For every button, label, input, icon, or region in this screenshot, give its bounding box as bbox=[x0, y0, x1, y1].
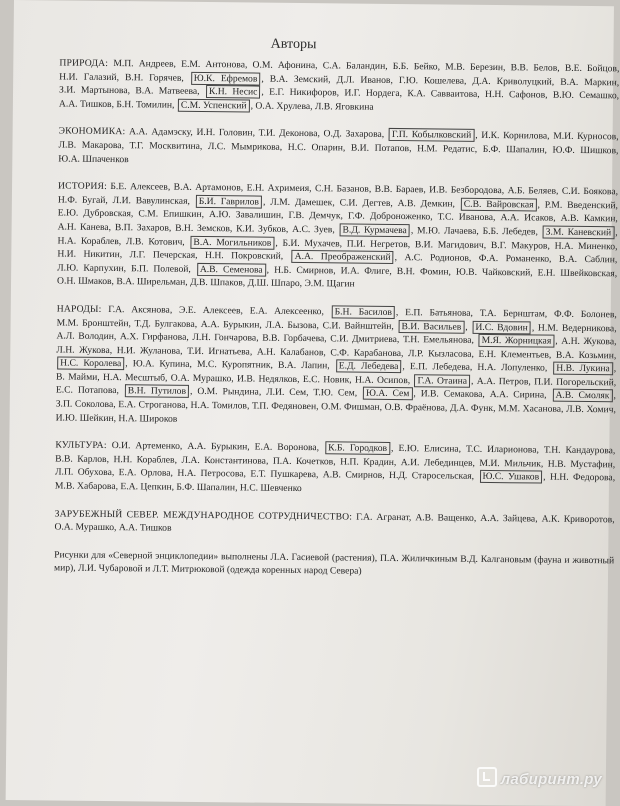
author-name: Б.Ф. Шапалин bbox=[482, 143, 545, 156]
author-name: С.И. Боякова bbox=[561, 185, 616, 198]
author-name: Э.Е. Алексеев bbox=[178, 304, 241, 317]
author-name: Ю.А. Шпаченков bbox=[58, 153, 129, 165]
author-name: Н.А. Миненко bbox=[554, 240, 616, 252]
author-name: Б.И. Мухачев bbox=[282, 237, 340, 249]
author-name: Н.А. Месштыб bbox=[102, 371, 166, 384]
section-heading: ИСТОРИЯ: bbox=[57, 180, 108, 193]
author-name: А.С. Родионов bbox=[404, 252, 470, 264]
section-heading: КУЛЬТУРА: bbox=[55, 439, 107, 452]
author-name: Е.Н. Ахримеия bbox=[246, 182, 310, 195]
author-name: Б.Б. Бейко bbox=[392, 60, 438, 73]
author-name: С.А. Баландин bbox=[322, 60, 386, 72]
author-name-boxed: В.Д. Курмачева bbox=[339, 223, 409, 237]
author-name: Н.А. Широков bbox=[118, 412, 178, 425]
author-name: В.А. Матвеева bbox=[135, 85, 198, 98]
author-name: Л.М. Дамешек bbox=[270, 196, 333, 209]
author-name: Л.П. Обухова bbox=[54, 466, 112, 479]
author-name: Л.И. Вавулинская bbox=[112, 194, 188, 207]
author-name: Е.Ю. Дубровская bbox=[57, 207, 131, 220]
author-name: М.И. Курносов bbox=[553, 131, 617, 143]
author-name: Д.А. Функ bbox=[449, 402, 494, 415]
author-name: Н.А. Томилов bbox=[190, 399, 248, 412]
author-name-boxed: С.М. Успенский bbox=[178, 99, 250, 113]
author-name: Е.П. Лебедева bbox=[409, 361, 470, 374]
author-name: Ю.А. Купина bbox=[132, 358, 190, 371]
author-name: Б.Е. Алексеев bbox=[110, 181, 168, 193]
author-name-boxed: В.И. Васильев bbox=[398, 320, 464, 334]
author-name: З.П. Соколова bbox=[55, 398, 114, 411]
author-name-boxed: Ю.К. Ефремов bbox=[191, 71, 261, 85]
author-name: В.Н. Фомин bbox=[396, 265, 449, 278]
author-name: Г.А. Аксянова bbox=[108, 303, 170, 316]
author-name: Л.В. Котович bbox=[125, 235, 183, 248]
author-name: Б.Б. Лебедев bbox=[482, 225, 536, 238]
author-name: Е.А. Цепкин bbox=[120, 481, 172, 493]
author-name: А.С. Зуев bbox=[292, 223, 333, 236]
section: НАРОДЫ: Г.А. Аксянова, Э.Е. Алексеев, Е.А. Алексеенко, Б.Н. Басилов , Е.П. Батьянова, Т.А. Бернштам, Ф.Ф. Болонев, М.М. Бронштейн, Т.Д. Булгакова, А.А. Бурыкин, Л.А. Бызова, С.И. Вайнштейн, В.И. Васильев , И.С. Вдовин , Н.М. Ведерникова, А.Л. Володин, А.Х. Гирфанова, Л.Н. Гончарова, В.В. Горбачева, С.И. Дмитриева, Т.Н. Емельянова, М.Я. Жорницкая , А.Н. Жукова, Л.Н. Жукова, Н.И. Жуланова, Т.И. Игнатьева, А.Н. Калабанов, С.Ф. Карабанова, Л.Р. Кызласова, Е.Н. Клементьев, В.А. Козьмин, Н.С. Королева , Ю.А. Купина, М.С. Куропятник, В.А. Лапин, Е.Д. Лебедева , Е.П. Лебедева, Н.А. Лопуленко, Н.В. Лукина , В. Майми, Н.А. Месштыб, О.А. Мурашко, И.В. Недялков, Е.С. Новик, Н.А. Осипов, Г.А. Отаина , А.А. Петров, П.И. Погорельский, Е.С. Потапова, В.Н. Путилов , О.М. Рындина, Л.И. Сем, Т.Ю. Сем, Ю.А. Сем , И.В. Семакова, А.А. Сирина, А.В. Смоляк , З.П. Соколова, Е.А. Строганова, Н.А. Томилов, Т.П. Федяновен, О.М. Фишман, О.В. Фраёнова, Д.А. Функ, М.М. Хасанова, Л.В. Хомич, И.Ю. Шейкин, Н.А. Широков bbox=[55, 303, 617, 425]
author-name: Т.С. Иванова bbox=[437, 211, 494, 224]
author-name: Т.П. Федяновен bbox=[251, 400, 317, 413]
author-name: А.А. Бурыкин bbox=[200, 318, 260, 331]
author-name: Е.С. Потапова bbox=[55, 384, 117, 397]
author-name: О.А. Хрулева bbox=[255, 100, 311, 112]
author-name: Н.Б. Смирнов bbox=[274, 264, 334, 277]
author-name: В.Ю. Семашко bbox=[552, 89, 617, 102]
author-name: Е.Ю. Елисина bbox=[398, 443, 459, 455]
author-name: В.Г. Макуров bbox=[490, 239, 548, 252]
author-name: С.М. Епишкин bbox=[138, 208, 202, 221]
author-name: А.В. Смирнов bbox=[322, 469, 383, 482]
author-name: Г.А. Агранат bbox=[356, 511, 410, 523]
author-name-boxed: Е.Д. Лебедева bbox=[336, 360, 402, 374]
author-name: Л.Н. Жукова bbox=[56, 344, 110, 356]
section: ЭКОНОМИКА: А.А. Адамэску, И.Н. Головин, Т.И. Деконова, О.Д. Захарова, Г.П. Кобылковский , И.К. Корнилова, М.И. Курносов, Л.В. Макарова, Т.Г. Москвитина, Л.С. Мымрикова, Н.С. Опарин, В.И. Потапов, Н.М. Редатис, Б.Ф. Шапалин, Ю.Ф. Шишков, Ю.А. Шпаченков bbox=[58, 125, 619, 165]
author-name: Л.В. Макарова bbox=[58, 139, 122, 152]
author-name: Т.Ю. Сем bbox=[313, 387, 355, 400]
author-name: П.И. Погорельский bbox=[534, 376, 614, 389]
author-name: В.Н. Земсков bbox=[175, 222, 231, 235]
author-name: Л.Г. Печерская bbox=[129, 249, 196, 262]
section: КУЛЬТУРА: О.И. Артеменко, А.А. Бурыкин, Е.А. Воронова, К.Б. Городков , Е.Ю. Елисина, Т.С. Иларионова, Т.Н. Кандаурова, В.В. Карлов, Н.Н. Кораблев, Л.А. Константинова, П.А. Кочетков, Н.П. Крадин, А.И. Лебединцев, М.И. Мильчик, Н.В. Мустафин, Л.П. Обухова, Е.А. Орлова, Н.А. Петросова, Е.Т. Пушкарева, А.В. Смирнов, Н.Д. Старосельская, Ю.С. Ушаков , Н.Н. Федорова, М.В. Хабарова, Е.А. Цепкин, Б.Ф. Шапалин, Н.С. Шевченко bbox=[54, 439, 616, 495]
author-name: З.И. Мартынова bbox=[59, 84, 128, 97]
author-name: Н.И. Галазий bbox=[59, 71, 117, 83]
author-name: М.М. Бронштейн bbox=[56, 316, 129, 329]
author-name: Т.Д. Булгакова bbox=[134, 317, 195, 330]
author-name: Е.А. Орлова bbox=[118, 467, 171, 480]
author-name: Н.П. Крадин bbox=[340, 456, 394, 468]
author-name: Н.М. Редатис bbox=[417, 143, 475, 155]
section: ПРИРОДА: М.П. Андреев, Е.М. Антонова, О.М. Афонина, С.А. Баландин, Б.Б. Бейко, М.В. Березин, В.В. Белов, В.Е. Бойцов, Н.И. Галазий, В.Н. Горячев, Ю.К. Ефремов , В.А. Земский, Д.Л. Иванов, Г.Ю. Кошелева, Д.А. Криволуцкий, В.А. Маркин, З.И. Мартынова, В.А. Матвеева, К.Н. Несис , Е.Г. Никифоров, И.Г. Нордега, К.А. Савваитова, Н.Н. Сафонов, В.Ю. Семашко, А.А. Тишков, Б.Н. Томилин, С.М. Успенский , О.А. Хрулева, Л.В. Яговкина bbox=[58, 57, 620, 113]
author-name: М.П. Андреев bbox=[113, 58, 174, 70]
author-name-boxed: Г.П. Кобылковский bbox=[389, 128, 474, 142]
author-name: В.П. Захаров bbox=[114, 222, 169, 234]
author-name: М.Ю. Лачаева bbox=[416, 225, 477, 237]
author-name: Е.А. Строганова bbox=[118, 399, 186, 411]
book-page bbox=[6, 0, 620, 806]
author-name: Т.И. Игнатьева bbox=[187, 345, 250, 358]
author-name: А.Х. Гирфанова bbox=[119, 331, 187, 343]
author-name: В.А. Лапин bbox=[277, 360, 328, 372]
author-name: О.Д. Захарова bbox=[323, 128, 382, 141]
author-name: Т.С. Иларионова bbox=[466, 444, 537, 456]
author-name: И.К. Корнилова bbox=[481, 130, 548, 142]
author-name: Н.А. Кораблев bbox=[57, 235, 119, 247]
author-name: О.М. Рындина bbox=[197, 386, 259, 399]
author-name: А.К. Криворотов bbox=[541, 513, 613, 525]
author-name: О.И. Артеменко bbox=[111, 440, 180, 453]
author-name: Е.А. Алексеенко bbox=[249, 305, 322, 318]
author-name: К.И. Зубков bbox=[236, 223, 286, 235]
author-name-boxed: Г.А. Отаина bbox=[414, 374, 470, 388]
section-heading: НАРОДЫ: bbox=[56, 303, 102, 315]
author-name: Л.С. Мымрикова bbox=[207, 141, 280, 153]
author-name: Л.Р. Кызласова bbox=[408, 347, 472, 360]
author-name: Н.А. Осипов bbox=[354, 374, 408, 387]
author-name: О.М. Фишман bbox=[321, 401, 380, 413]
author-name: Д.В. Шпаков bbox=[190, 277, 243, 289]
author-name: Н.В. Мустафин bbox=[547, 458, 613, 471]
author-name: А.А. Сирина bbox=[489, 389, 545, 402]
author-name: Е.Г. Никифоров bbox=[269, 86, 337, 99]
author-name: Н.И. Жуланова bbox=[116, 344, 181, 357]
author-name: Г.Ю. Кошелева bbox=[398, 74, 465, 87]
author-name: Д.Ш. Шпаро bbox=[247, 277, 300, 290]
author-name: А.В. Камкин bbox=[560, 213, 616, 225]
author-name: Н.Н. Кораблев bbox=[113, 453, 175, 466]
author-name-boxed: К.Б. Городков bbox=[325, 442, 390, 456]
author-name: Л.В. Хомич bbox=[566, 403, 614, 416]
author-name: Н.М. Ведерникова bbox=[537, 322, 615, 334]
author-name: В.Е. Бойцов bbox=[564, 62, 618, 75]
author-name: Л.Н. Гончарова bbox=[192, 331, 257, 344]
author-name: А.А. Бурыкин bbox=[187, 441, 248, 453]
author-name: Т.И. Деконова bbox=[258, 127, 318, 140]
author-name: В.А. Ширельман bbox=[116, 276, 186, 289]
author-name: Е.Н. Клементьев bbox=[478, 348, 550, 361]
author-name: Л.А. Бызова bbox=[265, 319, 317, 331]
author-name: И.В. Семакова bbox=[420, 388, 483, 401]
author-name: В.Н. Горячев bbox=[124, 71, 182, 84]
author-name-boxed: Б.Н. Басилов bbox=[332, 305, 395, 319]
author-name: Э.М. Щагин bbox=[304, 278, 355, 290]
author-name: М.М. Хасанова bbox=[498, 403, 562, 415]
authors-list bbox=[54, 56, 619, 581]
author-name: М.В. Хабарова bbox=[54, 480, 116, 493]
author-name: В.А. Артамонов bbox=[173, 181, 241, 194]
author-name: В.В. Белов bbox=[510, 62, 558, 74]
author-name: И.А. Флиге bbox=[340, 265, 390, 277]
author-name: П.И. Негретов bbox=[346, 238, 408, 250]
author-name: Е.С. Новик bbox=[302, 373, 350, 386]
author-name: О.А. Мурашко bbox=[170, 372, 232, 385]
section: ИСТОРИЯ: Б.Е. Алексеев, В.А. Артамонов, Е.Н. Ахримеия, С.Н. Базанов, В.В. Бараев, И.В. Безбородова, А.Б. Беляев, С.И. Боякова, Н.Ф. Бугай, Л.И. Вавулинская, Б.И. Гаврилов , Л.М. Дамешек, С.И. Дегтев, А.В. Демкин, С.В. Вайровская , Р.М. Введенский, Е.Ю. Дубровская, С.М. Епишкин, А.Ю. Завалишин, Г.В. Демчук, Г.Ф. Доброноженко, Т.С. Иванова, А.А. Исаков, А.В. Камкин, А.Н. Канева, В.П. Захаров, В.Н. Земсков, К.И. Зубков, А.С. Зуев, В.Д. Курмачева , М.Ю. Лачаева, Б.Б. Лебедев, З.М. Каневский , Н.А. Кораблев, Л.В. Котович, В.А. Могильников , Б.И. Мухачев, П.И. Негретов, В.И. Магидович, В.Г. Макуров, Н.А. Миненко, Н.И. Никитин, Л.Г. Печерская, Н.Н. Покровский, А.А. Преображенский , А.С. Родионов, Ф.А. Романенко, В.А. Саблин, Л.Ю. Карпухин, Б.П. Полевой, А.В. Семенова , Н.Б. Смирнов, И.А. Флиге, В.Н. Фомин, Ю.В. Чайковский, Е.Н. Швейковская, О.Н. Шмаков, В.А. Ширельман, Д.В. Шпаков, Д.Ш. Шпаро, Э.М. Щагин bbox=[56, 180, 619, 290]
author-name: Г.Ф. Доброноженко bbox=[347, 210, 431, 223]
author-name: Е.Т. Пушкарева bbox=[250, 468, 317, 481]
author-name-boxed: Н.С. Королева bbox=[57, 357, 124, 371]
author-name: Н.Н. Покровский bbox=[204, 250, 281, 262]
author-name: Н.Н. Федорова bbox=[549, 472, 613, 484]
author-name: С.Н. Базанов bbox=[314, 183, 369, 195]
author-name: К.А. Савваитова bbox=[407, 88, 478, 101]
author-name: Н.И. Никитин bbox=[57, 248, 120, 261]
labirint-logo-icon bbox=[477, 767, 497, 787]
author-name: Н.Д. Старосельская bbox=[389, 470, 472, 483]
author-name: М.В. Березин bbox=[445, 61, 504, 74]
author-name-boxed: Б.И. Гаврилов bbox=[196, 195, 262, 209]
author-name: Н.А. Петросова bbox=[177, 468, 244, 480]
author-name: Л.А. Константинова bbox=[181, 454, 267, 467]
author-name: А.Л. Володин bbox=[56, 330, 114, 343]
author-name: М.С. Куропятник bbox=[196, 359, 271, 371]
author-name-boxed: В.Н. Путилов bbox=[125, 385, 189, 399]
author-name: Е.Н. Швейковская bbox=[537, 267, 615, 280]
author-name: П.А. Кочетков bbox=[272, 455, 334, 468]
author-name-boxed: К.Н. Несис bbox=[206, 85, 261, 99]
author-name-boxed: Ю.С. Ушаков bbox=[479, 470, 542, 484]
author-name: И.В. Безбородова bbox=[429, 184, 502, 197]
author-name-boxed: И.С. Вдовин bbox=[472, 320, 531, 334]
author-name-boxed: М.Я. Жорницкая bbox=[479, 334, 555, 348]
author-name-boxed: А.В. Семенова bbox=[197, 263, 266, 277]
author-name-boxed: Н.В. Лукина bbox=[553, 362, 613, 376]
author-name: Т.Н. Кандаурова bbox=[543, 444, 614, 457]
section-heading: ПРИРОДА: bbox=[59, 57, 109, 69]
author-name-boxed: Ю.А. Сем bbox=[363, 387, 412, 401]
author-name: А.А. Адамэску bbox=[129, 126, 191, 139]
author-name: С.И. Дегтев bbox=[339, 197, 391, 209]
author-name: Б.Н. Томилин bbox=[116, 98, 173, 111]
author-name: Н.С. Опарин bbox=[287, 141, 343, 154]
author-name: Т.Н. Емельянова bbox=[402, 334, 472, 346]
author-name: И.Г. Нордега bbox=[344, 87, 400, 100]
author-name-boxed: В.А. Могильников bbox=[190, 235, 274, 249]
author-name: А.Н. Калабанов bbox=[256, 346, 324, 358]
author-name: Г.В. Демчук bbox=[288, 210, 341, 222]
author-name: М.И. Мильчик bbox=[479, 457, 541, 470]
author-name: А.Б. Беляев bbox=[507, 185, 557, 197]
author-name: В.И. Магидович bbox=[414, 238, 484, 251]
author-name: Б.П. Полевой bbox=[131, 262, 189, 275]
author-name: Ф.А. Романенко bbox=[478, 253, 550, 265]
section-heading: ЗАРУБЕЖНЫЙ СЕВЕР. МЕЖДУНАРОДНОЕ СОТРУДНИЧЕСТВО: bbox=[54, 508, 353, 523]
author-name: О.В. Фраёнова bbox=[384, 401, 445, 414]
author-name: А.А. Тишков bbox=[58, 98, 112, 110]
illustrations-credit: Рисунки для «Северной энциклопедии» выполнены Л.А. Гасиевой (растения), П.А. Жиличкиным В.Д. Калгановым (фауна и животный мир), Л.И. Чубаровой и Л.Т. Митрюковой (одежда коренных народ Севера) bbox=[53, 549, 615, 578]
author-name: В.И. Потапов bbox=[350, 142, 410, 155]
author-name: В.А. Саблин bbox=[558, 253, 615, 266]
author-name: А.В. Демкин bbox=[397, 197, 453, 210]
author-name: В.А. Земский bbox=[269, 73, 329, 85]
author-name: В.А. Маркин bbox=[560, 76, 617, 88]
author-name: Д.Л. Иванов bbox=[336, 73, 391, 86]
author-name-boxed: А.А. Преображенский bbox=[292, 250, 394, 264]
author-name: О.А. Мурашко bbox=[54, 521, 115, 534]
author-name: Т.Г. Москвитина bbox=[129, 140, 201, 152]
author-name: Н.Ф. Бугай bbox=[57, 194, 106, 206]
author-name: А.Н. Канева bbox=[57, 221, 109, 233]
watermark-text: лабиринт.ру bbox=[500, 771, 602, 788]
author-name: Б.Ф. Шапалин bbox=[176, 481, 236, 494]
author-name: В.В. Бараев bbox=[374, 183, 424, 196]
author-name: Н.А. Лопуленко bbox=[477, 362, 545, 374]
author-name: А.В. Ващенко bbox=[415, 511, 474, 524]
author-name: И.В. Недялков bbox=[236, 373, 298, 385]
author-name-boxed: А.В. Смоляк bbox=[552, 389, 612, 403]
author-name: Д.А. Криволуцкий bbox=[472, 75, 552, 88]
author-name: А.А. Исаков bbox=[500, 212, 554, 225]
author-name: В. Майми bbox=[55, 371, 98, 383]
author-name: О.М. Афонина bbox=[252, 59, 316, 72]
author-name: А.И. Лебединцев bbox=[400, 456, 473, 469]
author-name: А.А. Тишков bbox=[118, 522, 172, 534]
author-name: С.И. Дмитриева bbox=[330, 333, 398, 346]
author-name: Е.А. Воронова bbox=[254, 441, 317, 454]
author-name: Р.М. Введенский bbox=[544, 199, 616, 212]
page-title: Авторы bbox=[270, 36, 317, 53]
author-name: В.В. Горбачева bbox=[262, 332, 325, 345]
author-name: Е.П. Батьянова bbox=[405, 307, 471, 319]
author-name: Т.А. Бернштам bbox=[479, 307, 545, 320]
author-name: А.А. Зайцева bbox=[480, 512, 536, 525]
watermark bbox=[477, 767, 602, 788]
author-name: И.Ю. Шейкин bbox=[55, 412, 114, 424]
author-name-boxed: З.М. Каневский bbox=[543, 225, 615, 239]
author-name: Ф.Ф. Болонев bbox=[553, 308, 615, 321]
author-name: Ю.Ф. Шишков bbox=[552, 144, 617, 157]
author-name: А.Н. Жукова bbox=[561, 335, 615, 348]
author-name: С.Ф. Карабанова bbox=[330, 347, 402, 359]
section-heading: ЭКОНОМИКА: bbox=[58, 125, 126, 138]
section: ЗАРУБЕЖНЫЙ СЕВЕР. МЕЖДУНАРОДНОЕ СОТРУДНИЧЕСТВО: Г.А. Агранат, А.В. Ващенко, А.А. Зайцева, А.К. Криворотов, О.А. Мурашко, А.А. Тишков bbox=[54, 508, 615, 534]
author-name: В.В. Карлов bbox=[55, 453, 107, 465]
author-name: Л.Ю. Карпухин bbox=[57, 262, 124, 274]
author-name: О.Н. Шмаков bbox=[56, 275, 112, 288]
author-name-boxed: С.В. Вайровская bbox=[461, 197, 537, 211]
author-name: А.Ю. Завалишин bbox=[208, 209, 282, 222]
author-name: Н.С. Шевченко bbox=[239, 482, 302, 495]
author-name: Ю.В. Чайковский bbox=[455, 266, 531, 279]
author-name: Е.М. Антонова bbox=[181, 58, 246, 71]
author-name: В.А. Козьмин bbox=[555, 349, 614, 361]
author-name: И.Н. Головин bbox=[196, 127, 253, 139]
author-name: А.А. Петров bbox=[476, 375, 529, 388]
author-name: С.И. Вайнштейн bbox=[322, 319, 392, 332]
author-name: Н.Н. Сафонов bbox=[484, 89, 546, 101]
author-name: Л.В. Яговкина bbox=[314, 100, 374, 113]
author-name: Л.И. Сем bbox=[266, 387, 307, 399]
